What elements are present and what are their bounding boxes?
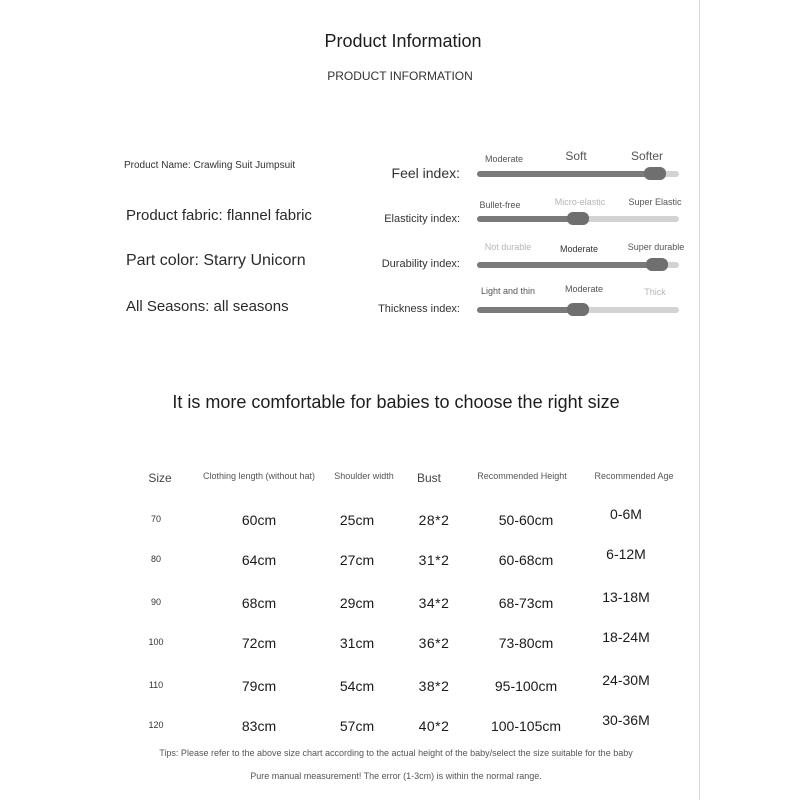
cell-clothing-length: 68cm xyxy=(241,595,277,611)
cell-clothing-length: 72cm xyxy=(241,635,277,651)
cell-size: 70 xyxy=(150,514,162,524)
cell-bust: 36*2 xyxy=(418,635,450,651)
cell-clothing-length: 60cm xyxy=(241,512,277,528)
thickness-index-fill xyxy=(477,307,578,313)
elasticity-level-mid: Micro-elastic xyxy=(554,197,606,207)
durability-level-high: Super durable xyxy=(627,242,685,252)
tip-line-2: Pure manual measurement! The error (1-3cm) is within the normal range. xyxy=(250,771,542,781)
cell-bust: 28*2 xyxy=(418,512,450,528)
header-shoulder-width: Shoulder width xyxy=(334,471,394,481)
cell-recommended-age: 6-12M xyxy=(606,546,646,562)
feel-index-knob xyxy=(644,167,666,180)
cell-recommended-height: 100-105cm xyxy=(490,718,562,734)
page-subtitle: PRODUCT INFORMATION xyxy=(327,69,473,83)
cell-recommended-age: 0-6M xyxy=(610,506,642,522)
cell-bust: 38*2 xyxy=(418,678,450,694)
header-clothing-length: Clothing length (without hat) xyxy=(202,471,316,481)
thickness-level-mid: Moderate xyxy=(564,284,604,294)
thickness-level-high: Thick xyxy=(644,287,666,297)
cell-size: 120 xyxy=(148,720,164,730)
product-fabric: Product fabric: flannel fabric xyxy=(126,207,312,224)
durability-level-mid: Moderate xyxy=(559,244,599,254)
cell-recommended-age: 13-18M xyxy=(602,589,650,605)
durability-index-fill xyxy=(477,262,657,268)
elasticity-level-high: Super Elastic xyxy=(628,197,682,207)
cell-recommended-height: 73-80cm xyxy=(498,635,554,651)
product-name: Product Name: Crawling Suit Jumpsuit xyxy=(124,160,296,171)
cell-shoulder-width: 54cm xyxy=(339,678,375,694)
feel-level-high: Softer xyxy=(630,149,664,163)
header-size: Size xyxy=(148,471,172,485)
durability-index-track xyxy=(477,262,679,268)
cell-recommended-height: 95-100cm xyxy=(494,678,558,694)
cell-shoulder-width: 31cm xyxy=(339,635,375,651)
feel-index-track xyxy=(477,171,679,177)
cell-bust: 40*2 xyxy=(418,718,450,734)
page-title: Product Information xyxy=(324,31,482,51)
elasticity-index-label: Elasticity index: xyxy=(384,213,460,225)
thickness-index-label: Thickness index: xyxy=(378,303,460,315)
cell-size: 100 xyxy=(148,637,164,647)
cell-size: 110 xyxy=(148,680,164,690)
cell-shoulder-width: 57cm xyxy=(339,718,375,734)
size-chart-headline: It is more comfortable for babies to choose the right size xyxy=(172,392,620,412)
cell-clothing-length: 79cm xyxy=(241,678,277,694)
durability-index-knob xyxy=(646,258,668,271)
header-recommended-age: Recommended Age xyxy=(594,471,674,481)
header-recommended-height: Recommended Height xyxy=(477,471,567,481)
cell-shoulder-width: 29cm xyxy=(339,595,375,611)
durability-index-label: Durability index: xyxy=(381,258,460,270)
elasticity-index-knob xyxy=(567,212,589,225)
cell-recommended-age: 30-36M xyxy=(602,712,650,728)
header-bust: Bust xyxy=(416,471,442,485)
cell-recommended-height: 68-73cm xyxy=(498,595,554,611)
cell-recommended-age: 18-24M xyxy=(602,629,650,645)
cell-bust: 31*2 xyxy=(418,552,450,568)
thickness-index-track xyxy=(477,307,679,313)
feel-level-low: Moderate xyxy=(484,154,524,164)
product-season: All Seasons: all seasons xyxy=(126,298,289,315)
cell-size: 90 xyxy=(150,597,162,607)
thickness-index-knob xyxy=(567,303,589,316)
cell-bust: 34*2 xyxy=(418,595,450,611)
elasticity-level-low: Bullet-free xyxy=(479,200,521,210)
elasticity-index-fill xyxy=(477,216,578,222)
cell-size: 80 xyxy=(150,554,162,564)
product-color: Part color: Starry Unicorn xyxy=(126,252,306,269)
durability-level-low: Not durable xyxy=(484,242,532,252)
feel-index-fill xyxy=(477,171,655,177)
cell-clothing-length: 64cm xyxy=(241,552,277,568)
feel-level-mid: Soft xyxy=(565,149,587,163)
cell-recommended-height: 60-68cm xyxy=(498,552,554,568)
tip-line-1: Tips: Please refer to the above size chart according to the actual height of the baby/select the size suitable for the baby xyxy=(159,748,633,758)
cell-clothing-length: 83cm xyxy=(241,718,277,734)
cell-recommended-height: 50-60cm xyxy=(498,512,554,528)
feel-index-label: Feel index: xyxy=(391,165,460,181)
thickness-level-low: Light and thin xyxy=(480,286,536,296)
cell-shoulder-width: 25cm xyxy=(339,512,375,528)
elasticity-index-track xyxy=(477,216,679,222)
cell-recommended-age: 24-30M xyxy=(602,672,650,688)
cell-shoulder-width: 27cm xyxy=(339,552,375,568)
